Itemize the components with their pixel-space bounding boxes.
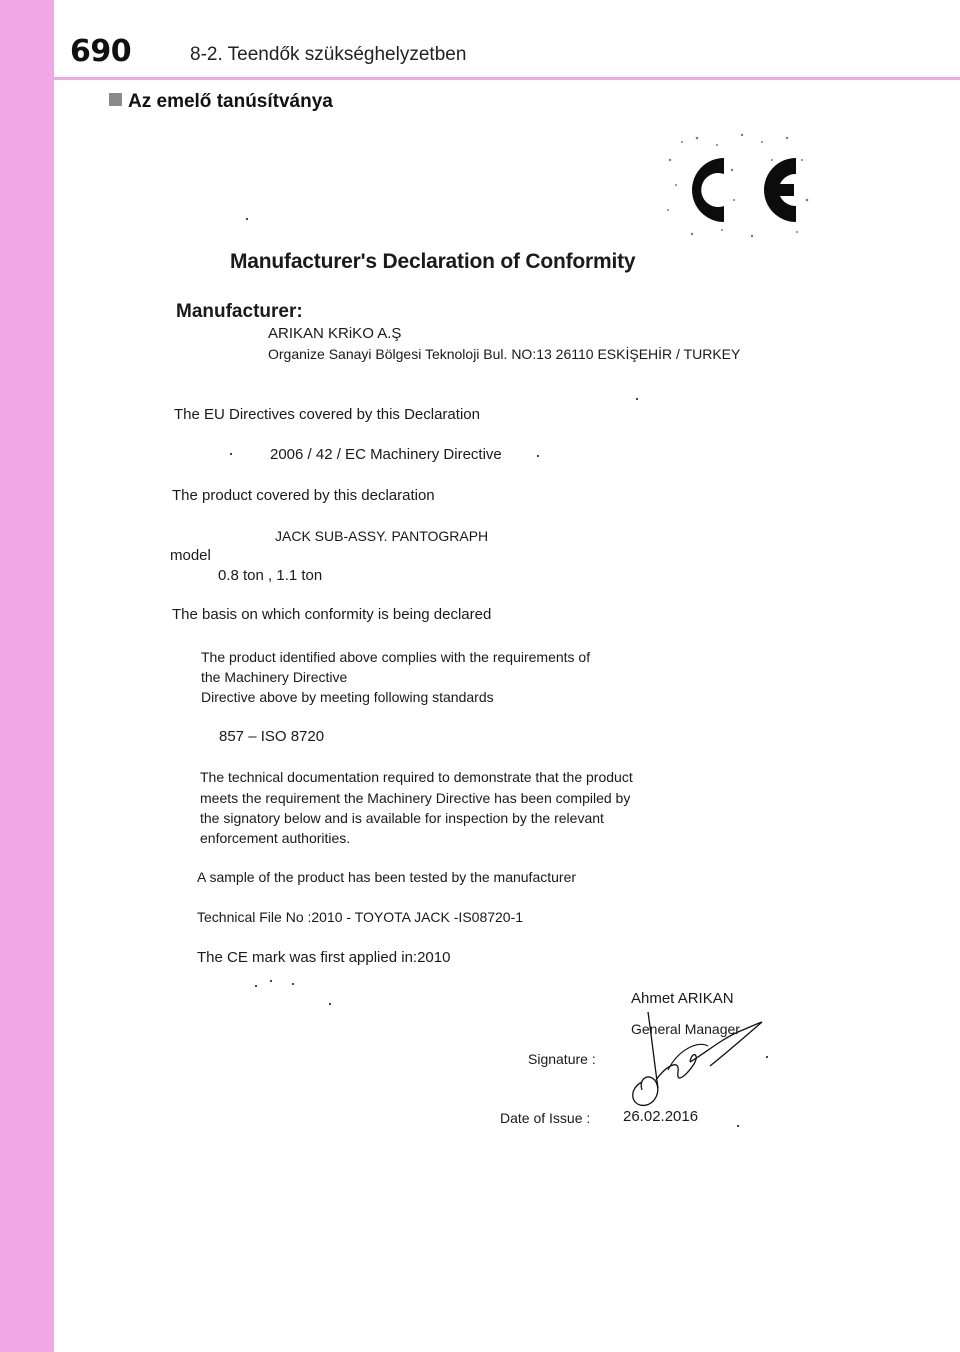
scan-speck xyxy=(737,1125,739,1127)
technical-file: Technical File No :2010 - TOYOTA JACK -IS08720-1 xyxy=(197,909,524,925)
manufacturer-address: Organize Sanayi Bölgesi Teknoloji Bul. NO:13 26110 ESKİŞEHİR / TURKEY xyxy=(268,346,741,362)
sample-statement: A sample of the product has been tested by the manufacturer xyxy=(197,869,577,885)
chapter-title: 8-2. Teendők szükséghelyzetben xyxy=(190,44,467,65)
page-number: 690 xyxy=(70,34,132,69)
ce-applied-statement: The CE mark was first applied in:2010 xyxy=(197,949,451,966)
scan-speck xyxy=(270,980,272,982)
scan-speck xyxy=(766,1056,768,1058)
technical-line: the signatory below and is available for inspection by the relevant xyxy=(200,810,604,826)
signature-label: Signature : xyxy=(528,1051,596,1067)
product-heading: The product covered by this declaration xyxy=(172,487,435,504)
model-values: 0.8 ton , 1.1 ton xyxy=(218,567,323,584)
signer-name: Ahmet ARIKAN xyxy=(631,990,734,1007)
date-value: 26.02.2016 xyxy=(623,1108,699,1125)
section-heading-text: Az emelő tanúsítványa xyxy=(128,91,333,112)
signer-title: General Manager xyxy=(631,1021,740,1037)
side-color-strip xyxy=(0,0,54,1352)
header-rule xyxy=(54,77,960,80)
technical-line: The technical documentation required to demonstrate that the product xyxy=(200,769,633,785)
section-heading xyxy=(109,91,333,113)
manufacturer-name: ARIKAN KRiKO A.Ş xyxy=(268,325,402,342)
ce-mark-logo xyxy=(662,130,812,242)
declaration-title: Manufacturer's Declaration of Conformity xyxy=(230,250,636,273)
square-bullet-icon xyxy=(109,93,122,106)
scan-speck xyxy=(537,455,539,457)
scan-speck xyxy=(246,218,248,220)
scan-speck xyxy=(230,453,232,455)
scan-speck xyxy=(255,985,257,987)
manufacturer-label: Manufacturer: xyxy=(176,301,303,322)
scan-speck xyxy=(329,1003,331,1005)
date-label: Date of Issue : xyxy=(500,1110,591,1126)
standard-reference: 857 – ISO 8720 xyxy=(219,728,325,745)
technical-line: enforcement authorities. xyxy=(200,830,351,846)
handwritten-signature xyxy=(620,1010,770,1110)
basis-line: Directive above by meeting following standards xyxy=(201,689,494,705)
scan-speck xyxy=(292,983,294,985)
scan-speck xyxy=(636,398,638,400)
directive-line: 2006 / 42 / EC Machinery Directive xyxy=(270,446,502,463)
technical-line: meets the requirement the Machinery Directive has been compiled by xyxy=(200,790,631,806)
basis-heading: The basis on which conformity is being declared xyxy=(172,606,492,623)
product-name: JACK SUB-ASSY. PANTOGRAPH xyxy=(275,528,489,544)
model-label: model xyxy=(170,547,211,564)
directives-heading: The EU Directives covered by this Declaration xyxy=(174,406,480,423)
basis-line: the Machinery Directive xyxy=(201,669,348,685)
basis-line: The product identified above complies with the requirements of xyxy=(201,649,591,665)
